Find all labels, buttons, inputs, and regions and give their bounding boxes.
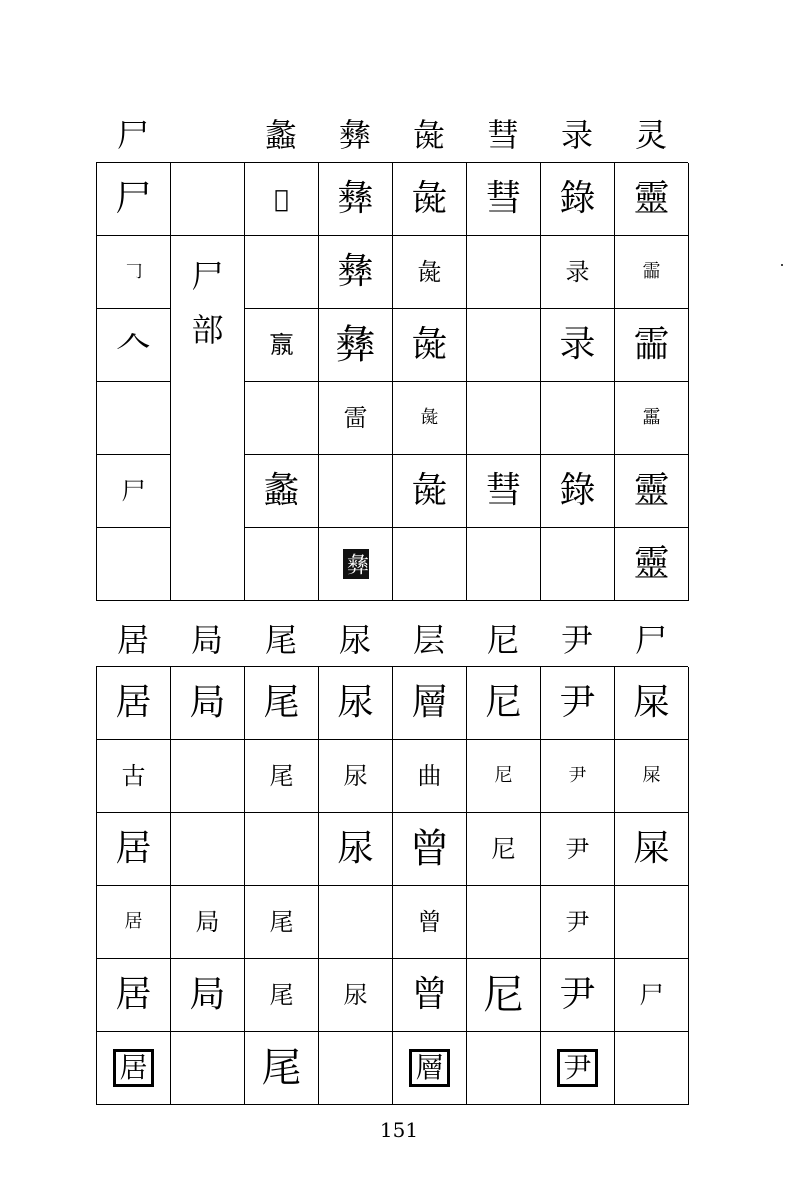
header-char: 尼 bbox=[486, 621, 519, 659]
glyph-cell: 靈 bbox=[615, 455, 689, 528]
header-char: 蠡 bbox=[264, 116, 297, 154]
scan-speck bbox=[781, 264, 783, 266]
glyph-cell: 居 bbox=[97, 667, 171, 740]
glyph-cell: 屎 bbox=[615, 813, 689, 886]
glyph-cell: 彘 bbox=[393, 309, 467, 382]
header-char: 彝 bbox=[338, 116, 371, 154]
glyph-cell: 霝 bbox=[615, 309, 689, 382]
seal-glyph-cell bbox=[393, 1032, 467, 1105]
glyph-cell: 尹 bbox=[541, 813, 615, 886]
header-char: 层 bbox=[412, 621, 445, 659]
glyph-cell: 靈 bbox=[615, 163, 689, 236]
glyph-cell: 尿 bbox=[319, 813, 393, 886]
glyph-cell: 尾 bbox=[245, 1032, 319, 1105]
glyph-cell: 錄 bbox=[541, 163, 615, 236]
glyph-cell: 彘 bbox=[393, 236, 467, 309]
glyph-cell bbox=[171, 163, 245, 236]
glyph-cell: 尿 bbox=[319, 667, 393, 740]
header-char: 尿 bbox=[338, 621, 371, 659]
glyph-cell bbox=[467, 309, 541, 382]
glyph-cell bbox=[245, 382, 319, 455]
glyph-cell: 尾 bbox=[245, 959, 319, 1032]
section-label-char: 部 bbox=[191, 311, 224, 349]
glyph-cell: 尹 bbox=[541, 667, 615, 740]
seal-glyph: 層 bbox=[409, 1049, 449, 1087]
seal-glyph: 彝 bbox=[343, 549, 369, 579]
glyph-cell: 錄 bbox=[541, 455, 615, 528]
glyph-cell: 彝 bbox=[319, 309, 393, 382]
glyph-cell: 𠆢 bbox=[97, 309, 171, 382]
header-char: 彗 bbox=[486, 116, 519, 154]
glyph-cell: 𣎆 bbox=[245, 309, 319, 382]
header-char: 尸 bbox=[634, 621, 667, 659]
glyph-cell bbox=[319, 455, 393, 528]
glyph-cell: 彘 bbox=[393, 163, 467, 236]
glyph-cell bbox=[467, 886, 541, 959]
glyph-cell: 尼 bbox=[467, 813, 541, 886]
glyph-cell bbox=[467, 528, 541, 601]
header-char: 彘 bbox=[412, 116, 445, 154]
page-number: 151 bbox=[379, 1118, 419, 1142]
header-char: 录 bbox=[560, 116, 593, 154]
seal-glyph: 居 bbox=[113, 1049, 153, 1087]
glyph-cell: 尼 bbox=[467, 740, 541, 813]
glyph-cell: 局 bbox=[171, 959, 245, 1032]
glyph-cell: 录 bbox=[541, 309, 615, 382]
glyph-cell: 古 bbox=[97, 740, 171, 813]
glyph-cell: 局 bbox=[171, 667, 245, 740]
glyph-cell: 尹 bbox=[541, 740, 615, 813]
glyph-cell: 尹 bbox=[541, 886, 615, 959]
glyph-cell: 尼 bbox=[467, 959, 541, 1032]
glyph-cell: 彝 bbox=[319, 236, 393, 309]
glyph-cell bbox=[467, 382, 541, 455]
header-char: 局 bbox=[190, 621, 223, 659]
glyph-cell: 尸 bbox=[615, 959, 689, 1032]
glyph-cell: 尾 bbox=[245, 667, 319, 740]
glyph-cell: 𠃌 bbox=[97, 236, 171, 309]
header-char: 居 bbox=[116, 621, 149, 659]
glyph-cell: 霝 bbox=[615, 236, 689, 309]
glyph-cell: 局 bbox=[171, 886, 245, 959]
glyph-cell bbox=[467, 236, 541, 309]
glyph-cell bbox=[541, 528, 615, 601]
header-char: 尹 bbox=[560, 621, 593, 659]
glyph-cell bbox=[245, 236, 319, 309]
glyph-cell: 蠡 bbox=[245, 455, 319, 528]
glyph-cell: 尹 bbox=[541, 959, 615, 1032]
glyph-cell: 屎 bbox=[615, 740, 689, 813]
glyph-cell: 居 bbox=[97, 813, 171, 886]
seal-glyph-cell bbox=[541, 1032, 615, 1105]
top-glyph-table bbox=[96, 162, 688, 601]
glyph-cell: 彗 bbox=[467, 455, 541, 528]
glyph-cell: 屎 bbox=[615, 667, 689, 740]
glyph-cell: 層 bbox=[393, 667, 467, 740]
glyph-cell: 尾 bbox=[245, 740, 319, 813]
glyph-cell: 彗 bbox=[467, 163, 541, 236]
seal-impression-cell bbox=[319, 528, 393, 601]
glyph-cell bbox=[171, 813, 245, 886]
seal-glyph: 尹 bbox=[557, 1049, 597, 1087]
glyph-cell: 曾 bbox=[393, 813, 467, 886]
glyph-cell bbox=[97, 528, 171, 601]
glyph-cell: 录 bbox=[541, 236, 615, 309]
glyph-cell: 尿 bbox=[319, 959, 393, 1032]
glyph-cell: 靁 bbox=[615, 382, 689, 455]
glyph-cell: 䨓 bbox=[319, 382, 393, 455]
glyph-cell: 曾 bbox=[393, 886, 467, 959]
glyph-cell: 彘 bbox=[393, 382, 467, 455]
glyph-cell: 尿 bbox=[319, 740, 393, 813]
glyph-cell: 尸 bbox=[97, 455, 171, 528]
header-char bbox=[170, 115, 244, 155]
glyph-cell bbox=[615, 1032, 689, 1105]
glyph-cell: 居 bbox=[97, 886, 171, 959]
glyph-cell bbox=[319, 1032, 393, 1105]
section-label-shi-bu bbox=[171, 236, 245, 601]
glyph-cell: 彘 bbox=[393, 455, 467, 528]
glyph-cell bbox=[171, 740, 245, 813]
glyph-cell: 彝 bbox=[319, 163, 393, 236]
header-char: 尸 bbox=[116, 116, 149, 154]
header-char: 尾 bbox=[264, 621, 297, 659]
bottom-header-row bbox=[96, 620, 688, 660]
top-header-row bbox=[96, 115, 688, 155]
glyph-cell: 尾 bbox=[245, 886, 319, 959]
glyph-cell bbox=[171, 1032, 245, 1105]
glyph-cell bbox=[245, 813, 319, 886]
glyph-cell: 居 bbox=[97, 959, 171, 1032]
section-label-char: 尸 bbox=[191, 257, 224, 295]
glyph-cell: 尼 bbox=[467, 667, 541, 740]
glyph-cell bbox=[541, 382, 615, 455]
glyph-cell bbox=[467, 1032, 541, 1105]
glyph-cell bbox=[615, 886, 689, 959]
glyph-cell: 靈 bbox=[615, 528, 689, 601]
glyph-cell: 尸 bbox=[97, 163, 171, 236]
glyph-cell: 𧓍 bbox=[245, 163, 319, 236]
glyph-cell: 曾 bbox=[393, 959, 467, 1032]
header-char: 灵 bbox=[634, 116, 667, 154]
glyph-cell bbox=[245, 528, 319, 601]
glyph-cell bbox=[319, 886, 393, 959]
glyph-cell bbox=[97, 382, 171, 455]
bottom-glyph-table bbox=[96, 666, 688, 1105]
glyph-cell: 曲 bbox=[393, 740, 467, 813]
seal-glyph-cell bbox=[97, 1032, 171, 1105]
glyph-cell bbox=[393, 528, 467, 601]
